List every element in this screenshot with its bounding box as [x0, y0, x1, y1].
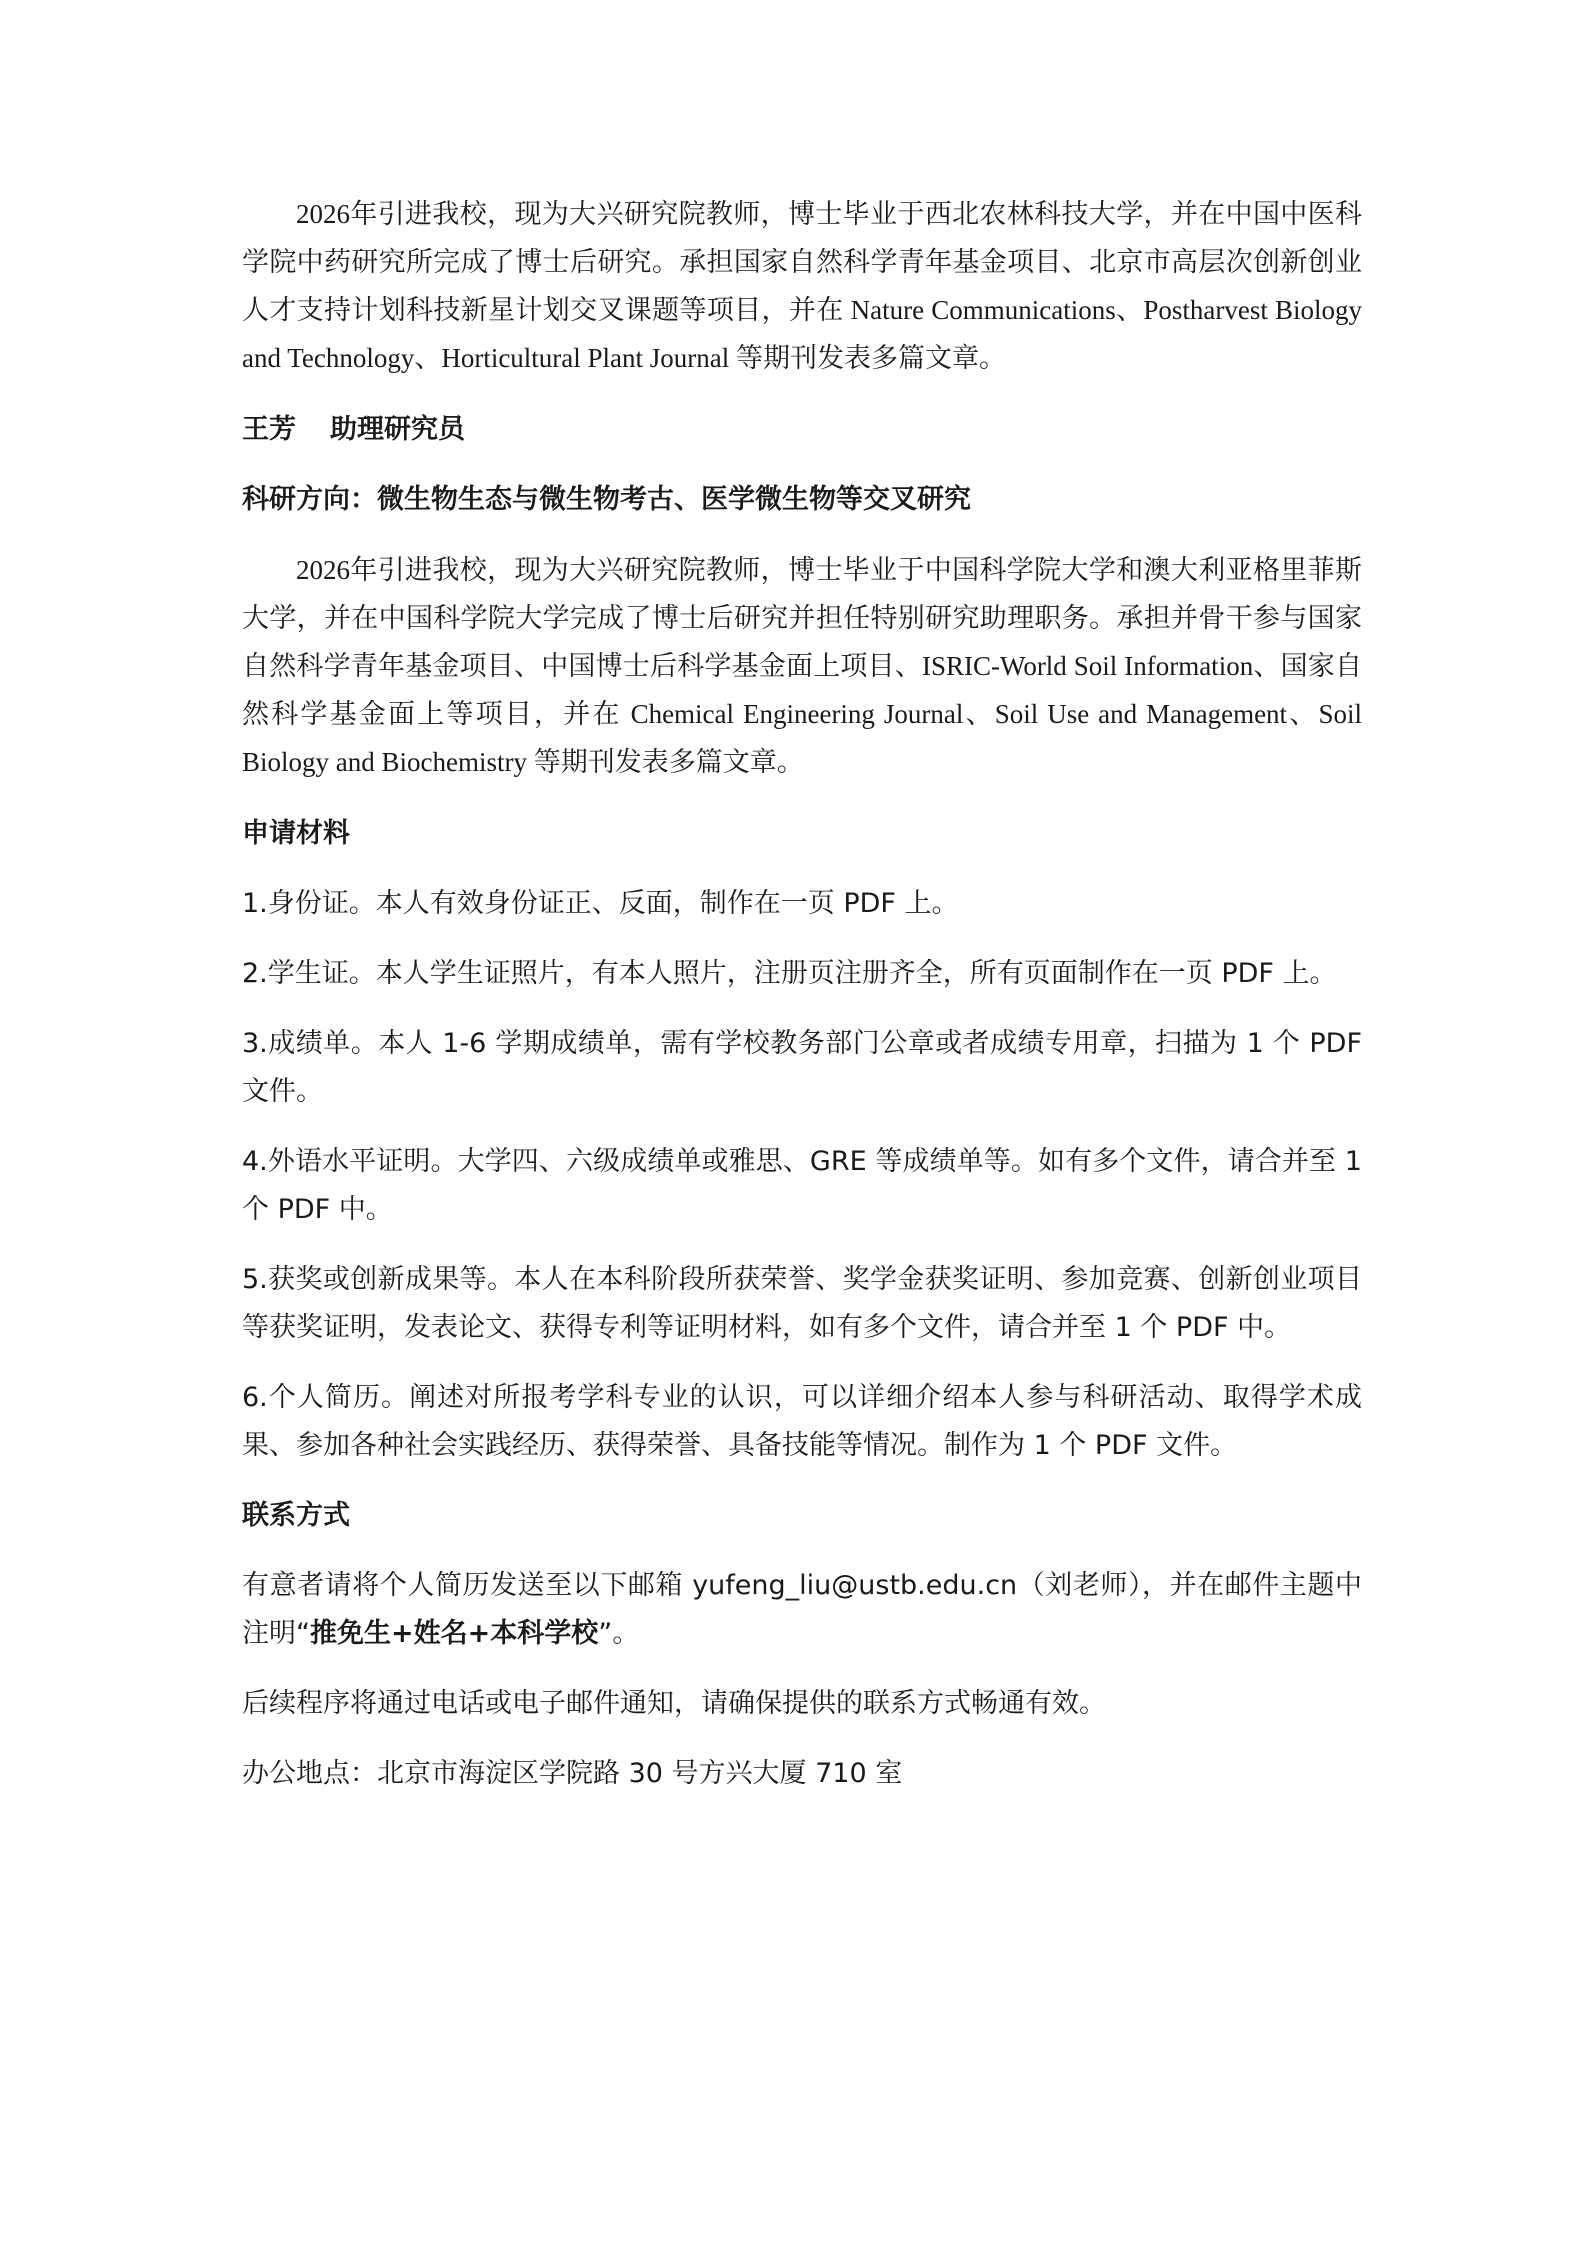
list-item: 1.身份证。本人有效身份证正、反面，制作在一页 PDF 上。 [242, 888, 959, 919]
researcher-name: 王芳 [242, 414, 296, 445]
researcher-name-heading [242, 406, 1362, 454]
list-item: 3.成绩单。本人 1-6 学期成绩单，需有学校教务部门公章或者成绩专用章，扫描为 1 个 PDF 文件。 [242, 1028, 1362, 1107]
email-subject-format: 推免生+姓名+本科学校 [310, 1618, 599, 1649]
research-direction-heading: 科研方向：微生物生态与微生物考古、医学微生物等交叉研究 [242, 484, 971, 515]
materials-list [242, 880, 1362, 1470]
researcher-bio-paragraph: 2026年引进我校，现为大兴研究院教师，博士毕业于中国科学院大学和澳大利亚格里菲斯大学，并在中国科学院大学完成了博士后研究并担任特别研究助理职务。承担并骨干参与国家自然科学青年基金项目、中国博士后科学基金面上项目、ISRIC-World Soil Information、国家自然科学基金面上等项目，并在 Chemical Engineering Journal、Soil Use and Management、Soil Biology and Biochemistry 等期刊发表多篇文章。 [242, 555, 1362, 777]
contact-heading: 联系方式 [242, 1500, 350, 1531]
list-item: 2.学生证。本人学生证照片，有本人照片，注册页注册齐全，所有页面制作在一页 PDF 上。 [242, 958, 1337, 989]
contact-email-text: 有意者请将个人简历发送至以下邮箱 yufeng_liu@ustb.edu.cn（刘老师），并在邮件主题中注明“ [242, 1570, 1362, 1649]
researcher-bio-paragraph: 2026年引进我校，现为大兴研究院教师，博士毕业于西北农林科技大学，并在中国中医科学院中药研究所完成了博士后研究。承担国家自然科学青年基金项目、北京市高层次创新创业人才支持计划科技新星计划交叉课题等项目，并在 Nature Communications、Postharvest Biology and Technology、Horticultural Plant Journal 等期刊发表多篇文章。 [242, 199, 1362, 373]
contact-email-paragraph [242, 1562, 1362, 1658]
researcher-title: 助理研究员 [330, 414, 465, 445]
list-item: 4.外语水平证明。大学四、六级成绩单或雅思、GRE 等成绩单等。如有多个文件，请合并至 1 个 PDF 中。 [242, 1146, 1362, 1225]
materials-heading: 申请材料 [242, 818, 350, 849]
list-item: 5.获奖或创新成果等。本人在本科阶段所获荣誉、奖学金获奖证明、参加竞赛、创新创业项目等获奖证明，发表论文、获得专利等证明材料，如有多个文件，请合并至 1 个 PDF 中。 [242, 1264, 1362, 1343]
office-address: 办公地点：北京市海淀区学院路 30 号方兴大厦 710 室 [242, 1758, 903, 1789]
follow-up-notice: 后续程序将通过电话或电子邮件通知，请确保提供的联系方式畅通有效。 [242, 1688, 1106, 1719]
contact-email-suffix: ”。 [598, 1618, 640, 1649]
list-item: 6.个人简历。阐述对所报考学科专业的认识，可以详细介绍本人参与科研活动、取得学术成果、参加各种社会实践经历、获得荣誉、具备技能等情况。制作为 1 个 PDF 文件。 [242, 1382, 1362, 1461]
document-body [242, 190, 1362, 1820]
